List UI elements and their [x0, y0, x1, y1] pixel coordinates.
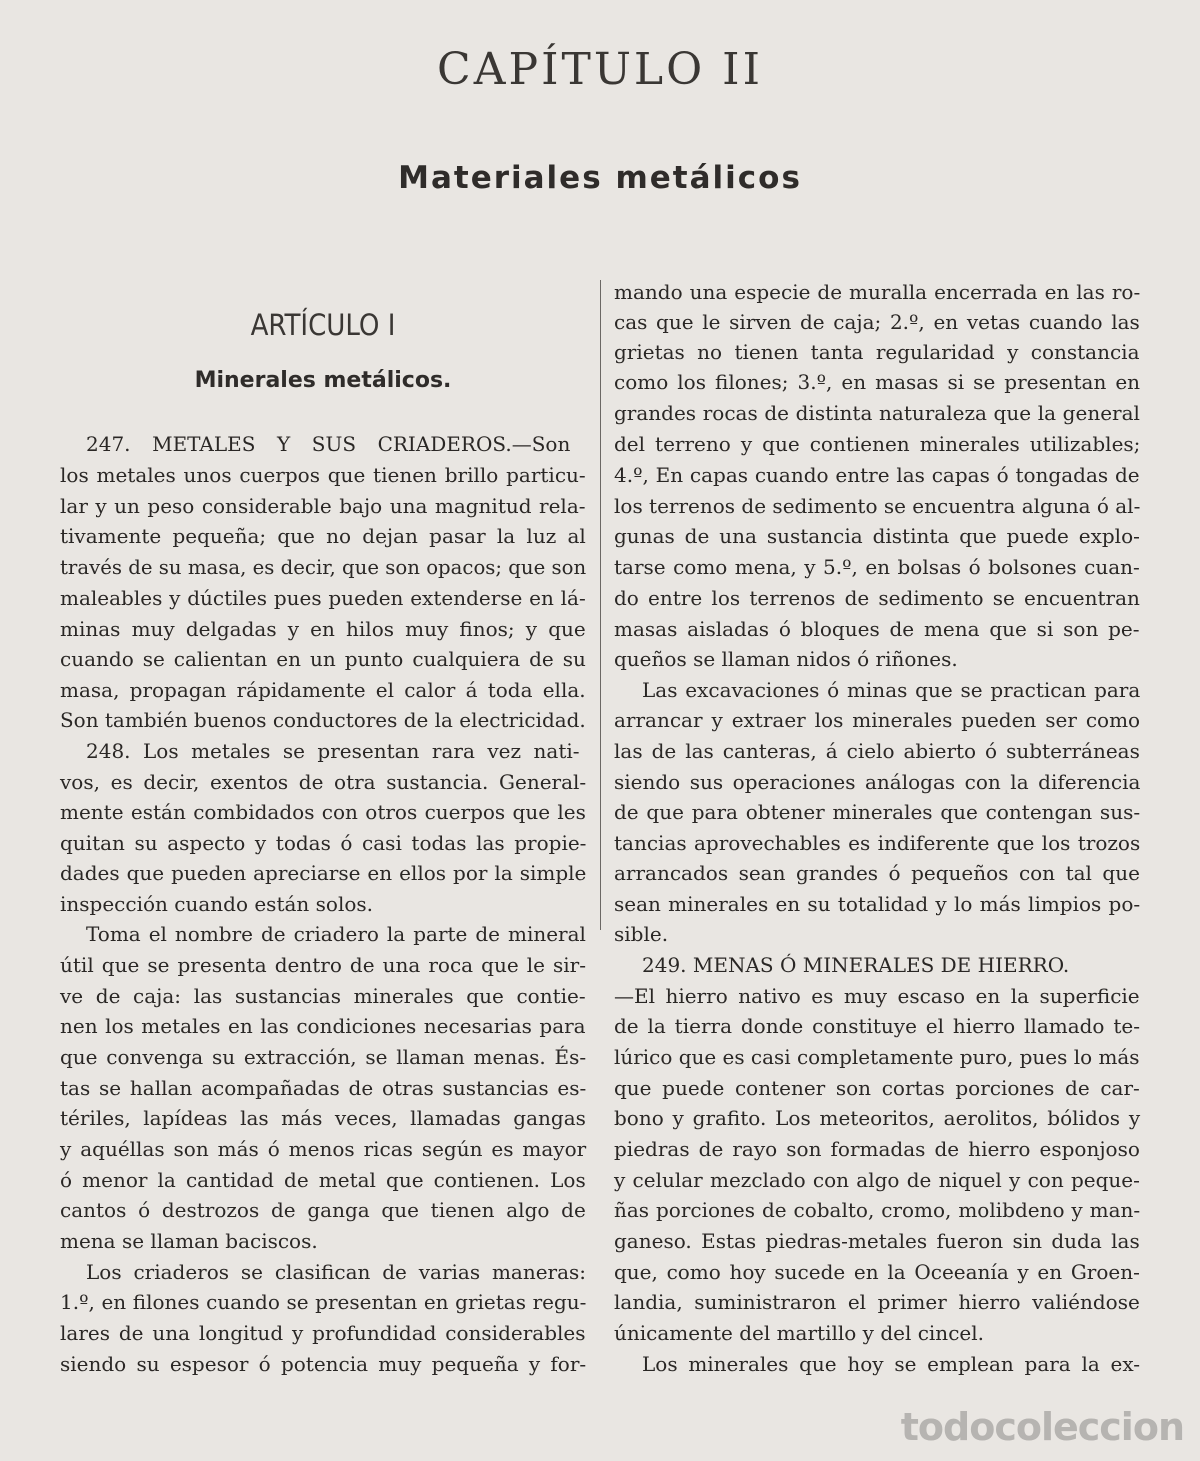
text-line: 249. MENAS Ó MINERALES DE HIERRO.: [642, 953, 1070, 977]
text-line: lares de una longitud y profundidad considerables: [60, 1321, 586, 1345]
text-line: sean minerales en su totalidad y lo más limpios po-: [614, 892, 1141, 916]
text-line: grietas no tienen tanta regularidad y constancia: [614, 340, 1140, 364]
text-line: mente están combidados con otros cuerpos que les: [60, 800, 586, 824]
text-line: Los criaderos se clasifican de varias maneras:: [86, 1260, 587, 1284]
chapter-title: CAPÍTULO II: [437, 44, 763, 95]
text-line: inspección cuando están solos.: [60, 892, 374, 916]
text-line: únicamente del martillo y del cincel.: [614, 1321, 984, 1345]
text-line: tarse como mena, y 5.º, en bolsas ó bolsones cuan-: [614, 555, 1140, 579]
text-line: arrancar y extraer los minerales pueden ser como: [614, 708, 1141, 732]
text-line: tivamente pequeña; que no dejan pasar la luz al: [60, 524, 586, 548]
text-line: 1.º, en filones cuando se presentan en grietas regu-: [60, 1290, 587, 1314]
text-line: ñas porciones de cobalto, cromo, molibdeno y man-: [614, 1198, 1141, 1222]
text-line: landia, suministraron el primer hierro valiéndose: [614, 1290, 1140, 1314]
text-line: y celular mezclado con algo de niquel y con peque-: [614, 1168, 1140, 1192]
text-line: Las excavaciones ó minas que se practican para: [642, 678, 1141, 702]
text-line: mena se llaman baciscos.: [60, 1229, 318, 1253]
text-line: piedras de rayo son formadas de hierro esponjoso: [614, 1137, 1140, 1161]
text-line: lúrico que es casi completamente puro, pues lo más: [614, 1045, 1140, 1069]
text-line: siendo sus operaciones análogas con la diferencia: [614, 770, 1141, 794]
text-line: de la tierra donde constituye el hierro llamado te-: [614, 1014, 1140, 1038]
section-title: Materiales metálicos: [398, 160, 802, 196]
text-line: las de las canteras, á cielo abierto ó subterráneas: [614, 739, 1140, 763]
text-line: bono y grafito. Los meteoritos, aerolitos, bólidos y: [614, 1106, 1141, 1130]
column-divider: [600, 280, 601, 930]
text-line: que, como hoy sucede en la Oceeanía y en Groen-: [614, 1260, 1140, 1284]
text-line: Toma el nombre de criadero la parte de mineral: [86, 922, 586, 946]
text-line: útil que se presenta dentro de una roca que le sir-: [60, 953, 586, 977]
text-line: lar y un peso considerable bajo una magnitud rela-: [60, 494, 586, 518]
text-line: tancias aprovechables es indiferente que los trozos: [614, 831, 1141, 855]
text-line: dades que pueden apreciarse en ellos por la simple: [60, 861, 587, 885]
watermark: todocoleccion: [900, 1405, 1184, 1449]
text-line: do entre los terrenos de sedimento se encuentran: [614, 586, 1140, 610]
text-line: cuando se calientan en un punto cualquiera de su: [60, 647, 586, 671]
text-line: 248. Los metales se presentan rara vez nati-: [86, 739, 580, 763]
text-line: de que para obtener minerales que contengan sus-: [614, 800, 1141, 824]
text-line: maleables y dúctiles pues pueden extenderse en lá-: [60, 586, 586, 610]
article-heading: ARTÍCULO I: [250, 308, 396, 342]
text-line: nen los metales en las condiciones necesarias para: [60, 1014, 586, 1038]
text-line: cas que le sirven de caja; 2.º, en vetas cuando las: [614, 310, 1140, 334]
text-line: quitan su aspecto y todas ó casi todas las propie-: [60, 831, 587, 855]
text-line: través de su masa, es decir, que son opacos; que son: [60, 555, 587, 579]
text-line: gunas de una sustancia distinta que puede explo-: [614, 524, 1140, 548]
text-line: que puede contener son cortas porciones de car-: [614, 1076, 1140, 1100]
text-line: ve de caja: las sustancias minerales que contie-: [60, 984, 586, 1008]
text-line: arrancados sean grandes ó pequeños con tal que: [614, 861, 1140, 885]
text-line: del terreno y que contienen minerales utilizables;: [614, 432, 1141, 456]
text-line: queños se llaman nidos ó riñones.: [614, 647, 958, 671]
text-line: —El hierro nativo es muy escaso en la superficie: [614, 984, 1140, 1008]
text-line: que convenga su extracción, se llaman menas. És-: [60, 1045, 587, 1069]
text-line: masa, propagan rápidamente el calor á toda ella.: [60, 678, 586, 702]
text-line: sible.: [614, 922, 669, 946]
text-line: ó menor la cantidad de metal que contienen. Los: [60, 1168, 586, 1192]
text-line: cantos ó destrozos de ganga que tienen algo de: [60, 1198, 586, 1222]
text-line: mando una especie de muralla encerrada en las ro-: [614, 280, 1141, 304]
text-line: grandes rocas de distinta naturaleza que la general: [614, 401, 1140, 425]
text-line: como los filones; 3.º, en masas si se presentan en: [614, 370, 1141, 394]
text-line: siendo su espesor ó potencia muy pequeña y for-: [60, 1352, 587, 1376]
text-line: 247. METALES Y SUS CRIADEROS.—Son: [86, 432, 571, 456]
text-line: Los minerales que hoy se emplean para la ex-: [642, 1352, 1141, 1376]
text-line: los metales unos cuerpos que tienen brillo particu-: [60, 463, 586, 487]
text-line: 4.º, En capas cuando entre las capas ó tongadas de: [614, 463, 1140, 487]
text-line: masas aisladas ó bloques de mena que si son pe-: [614, 617, 1140, 641]
text-line: tas se hallan acompañadas de otras sustancias es-: [60, 1076, 587, 1100]
article-subheading: Minerales metálicos.: [194, 368, 452, 393]
text-line: ganeso. Estas piedras-metales fueron sin duda las: [614, 1229, 1140, 1253]
text-line: Son también buenos conductores de la electricidad.: [60, 708, 586, 732]
text-line: minas muy delgadas y en hilos muy finos; y que: [60, 617, 586, 641]
text-line: tériles, lapídeas las más veces, llamadas gangas: [60, 1106, 586, 1130]
text-line: los terrenos de sedimento se encuentra alguna ó al-: [614, 494, 1141, 518]
text-line: vos, es decir, exentos de otra sustancia. General-: [60, 770, 587, 794]
text-line: y aquéllas son más ó menos ricas según es mayor: [60, 1137, 587, 1161]
